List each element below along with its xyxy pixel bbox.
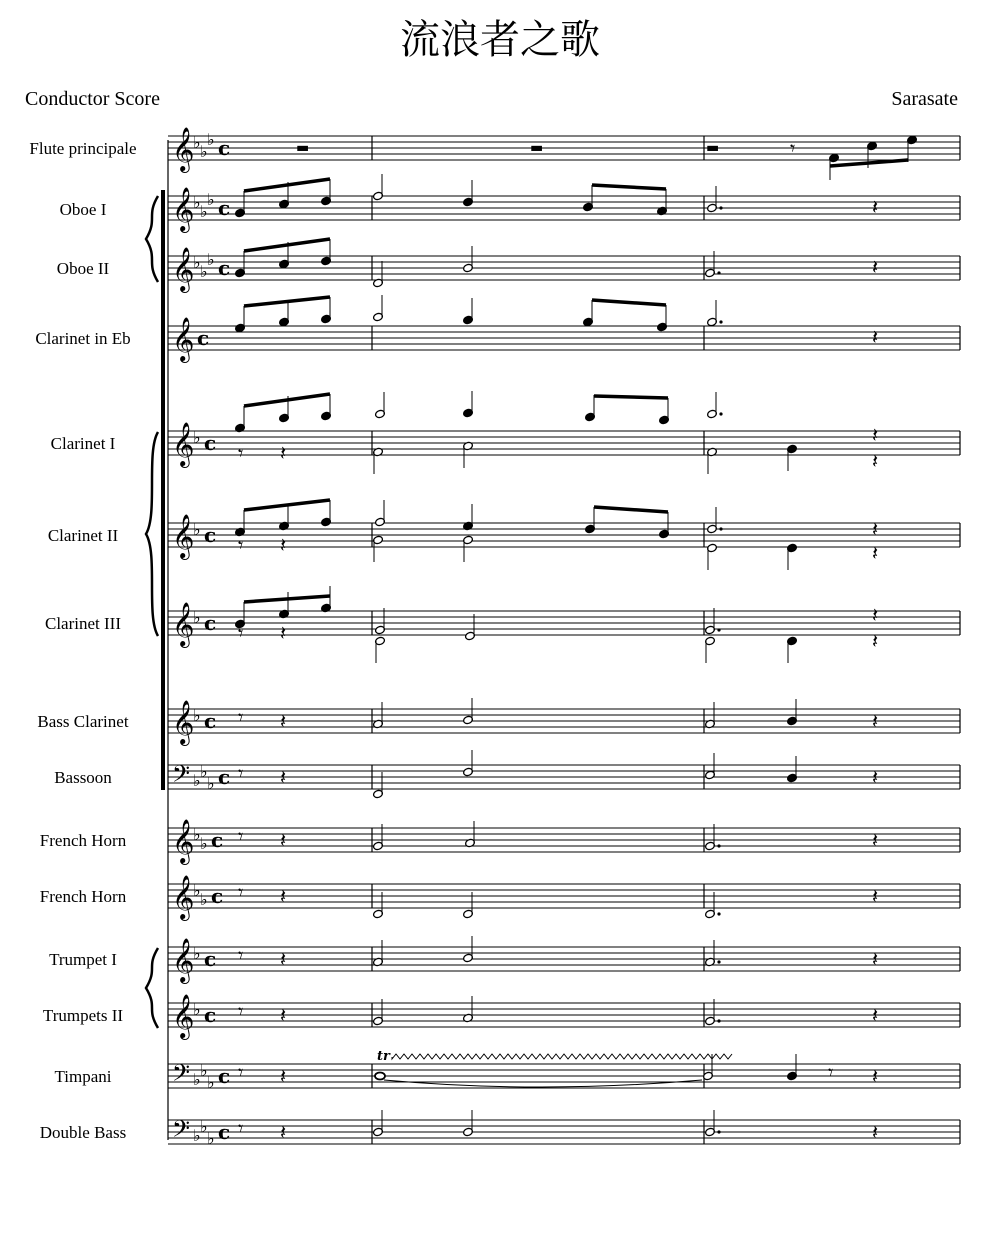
staff [168,875,960,921]
flat-icon: ♭ [200,142,208,161]
quarter-rest-icon: 𝄽 [280,621,287,645]
quarter-rest-icon: 𝄾 [238,880,244,904]
staff [168,602,960,648]
flat-icon: ♭ [193,706,201,725]
score-title: 流浪者之歌 [400,17,600,63]
treble-clef-icon: 𝄞 [172,700,195,744]
quarter-rest-icon: 𝄾 [238,1060,244,1084]
flat-icon: ♭ [207,190,215,209]
note [707,392,723,419]
time-signature: c [218,1120,231,1144]
quarter-rest-icon: 𝄽 [872,947,879,971]
note-beam [594,507,668,512]
quarter-rest-icon: 𝄽 [872,1120,879,1144]
quarter-rest-icon: 𝄽 [872,195,879,219]
instrument-label-oboe-1: Oboe I [59,200,107,219]
flat-icon: ♭ [207,1073,215,1092]
note [463,391,474,418]
quarter-rest-icon: 𝄽 [280,533,287,557]
time-signature: c [204,947,217,971]
note [659,512,670,539]
note-beam [244,394,330,406]
time-signature: c [218,1064,231,1088]
note [375,608,386,635]
quarter-rest-icon: 𝄽 [872,1064,879,1088]
instrument-label-bass-clarinet: Bass Clarinet [37,712,129,731]
note [787,1054,798,1081]
staff [168,247,960,293]
time-signature: c [204,523,217,547]
instrument-label-clarinet-1: Clarinet I [50,434,116,453]
note [463,750,474,777]
note [373,772,384,799]
note [375,636,386,663]
note [373,535,384,562]
flat-icon: ♭ [200,890,208,909]
note [465,614,476,641]
augmentation-dot [719,320,722,323]
quarter-rest-icon: 𝄽 [280,1003,287,1027]
treble-clef-icon: 𝄞 [172,602,195,646]
whole-rest-icon: ▬ [296,140,310,156]
note [583,300,594,327]
note [463,180,474,207]
quarter-rest-icon: 𝄾 [238,1116,244,1140]
staff [168,422,960,468]
augmentation-dot [719,206,722,209]
note-beam [244,596,330,602]
instrument-label-french-horn-1: French Horn [39,831,127,850]
quarter-rest-icon: 𝄾 [790,136,796,160]
note [787,699,798,726]
note [707,300,723,327]
instrument-label-bassoon: Bassoon [54,768,112,787]
note [585,395,596,422]
augmentation-dot [717,844,720,847]
quarter-rest-icon: 𝄽 [872,884,879,908]
note [373,447,384,474]
time-signature: c [218,136,231,160]
note [373,174,384,201]
quarter-rest-icon: 𝄾 [238,441,244,465]
flat-icon: ♭ [200,834,208,853]
note [707,507,723,534]
flat-icon: ♭ [193,1126,201,1145]
instrument-label-clarinet-2: Clarinet II [47,526,119,545]
trill-mark: tr [377,1049,390,1064]
oboe-brace [146,196,158,282]
note [373,1110,384,1137]
quarter-rest-icon: 𝄽 [280,884,287,908]
note-beam [594,396,668,398]
note [705,636,716,663]
note [707,447,718,474]
note [705,608,721,635]
augmentation-dot [717,271,720,274]
instrument-label-trumpet-2: Trumpets II [42,1006,124,1025]
note [707,543,718,570]
note [585,507,596,534]
flat-icon: ♭ [207,1129,215,1148]
note [321,586,332,613]
flat-icon: ♭ [193,520,201,539]
quarter-rest-icon: 𝄾 [238,533,244,557]
note [235,406,246,433]
time-signature: c [204,709,217,733]
flat-icon: ♭ [193,133,201,152]
flat-icon: ♭ [193,608,201,627]
note [705,1110,721,1137]
note [321,500,332,527]
quarter-rest-icon: 𝄽 [872,255,879,279]
note-beam [244,297,330,306]
note [321,179,332,206]
quarter-rest-icon: 𝄽 [872,828,879,852]
flat-icon: ♭ [207,250,215,269]
bass-clef-icon: 𝄢 [172,1059,191,1092]
note [707,186,723,213]
treble-clef-icon: 𝄞 [172,127,195,171]
augmentation-dot [717,912,720,915]
note [463,246,474,273]
flat-icon: ♭ [193,944,201,963]
augmentation-dot [717,1130,720,1133]
note-beam [244,179,330,191]
flat-icon: ♭ [207,130,215,149]
whole-rest-icon: ▬ [530,140,544,156]
treble-clef-icon: 𝄞 [172,317,195,361]
note [279,592,290,619]
note [321,239,332,266]
instrument-label-timpani: Timpani [54,1067,112,1086]
time-signature: c [218,256,231,280]
instrument-label-french-horn-2: French Horn [39,887,127,906]
staff [168,1115,960,1148]
augmentation-dot [717,960,720,963]
quarter-rest-icon: 𝄽 [872,423,879,447]
note [235,191,246,218]
quarter-rest-icon: 𝄾 [238,761,244,785]
treble-clef-icon: 𝄞 [172,422,195,466]
note [787,636,798,663]
note [463,298,474,325]
note [705,753,716,780]
bass-clef-icon: 𝄢 [172,1115,191,1148]
augmentation-dot [717,628,720,631]
instrument-label-double-bass: Double Bass [39,1123,127,1142]
quarter-rest-icon: 𝄾 [238,621,244,645]
note [787,444,798,471]
treble-clef-icon: 𝄞 [172,247,195,291]
note [373,295,384,322]
quarter-rest-icon: 𝄽 [872,1003,879,1027]
flat-icon: ♭ [193,881,201,900]
quarter-rest-icon: 𝄽 [872,325,879,349]
note-beam [592,185,666,189]
composer-name: Sarasate [891,88,958,110]
note [787,543,798,570]
staff [168,187,960,233]
note [321,394,332,421]
flat-icon: ♭ [200,262,208,281]
whole-rest-icon: ▬ [706,140,720,156]
treble-clef-icon: 𝄞 [172,819,195,863]
time-signature: c [197,326,210,350]
augmentation-dot [719,412,722,415]
note [659,398,670,425]
augmentation-dot [717,1019,720,1022]
quarter-rest-icon: 𝄾 [238,705,244,729]
flat-icon: ♭ [200,1117,208,1136]
note [657,305,668,332]
flat-icon: ♭ [193,193,201,212]
staff [168,819,960,865]
quarter-rest-icon: 𝄽 [872,603,879,627]
augmentation-dot [719,527,722,530]
time-signature: c [218,765,231,789]
quarter-rest-icon: 𝄽 [280,441,287,465]
bass-clef-icon: 𝄢 [172,760,191,793]
quarter-rest-icon: 𝄾 [828,1060,834,1084]
note [235,251,246,278]
quarter-rest-icon: 𝄾 [238,999,244,1023]
quarter-rest-icon: 𝄽 [872,629,879,653]
woodwind-bracket [161,190,165,790]
flat-icon: ♭ [193,1070,201,1089]
time-signature: c [204,611,217,635]
trumpet-brace [146,948,158,1028]
quarter-rest-icon: 𝄽 [280,709,287,733]
clarinet-brace [146,432,158,636]
trill-wavy-line [392,1054,732,1059]
time-signature: c [211,884,224,908]
instrument-label-flute: Flute principale [29,139,137,158]
note [583,185,594,212]
note [705,251,721,278]
note [463,535,474,562]
staff [168,938,960,984]
flat-icon: ♭ [193,771,201,790]
flat-icon: ♭ [207,774,215,793]
quarter-rest-icon: 𝄽 [280,947,287,971]
treble-clef-icon: 𝄞 [172,187,195,231]
note [787,756,798,783]
score-subtitle: Conductor Score [25,88,160,110]
quarter-rest-icon: 𝄽 [280,765,287,789]
flat-icon: ♭ [200,1061,208,1080]
treble-clef-icon: 𝄞 [172,514,195,558]
flat-icon: ♭ [200,202,208,221]
quarter-rest-icon: 𝄾 [238,824,244,848]
quarter-rest-icon: 𝄽 [872,517,879,541]
flat-icon: ♭ [193,1000,201,1019]
flat-icon: ♭ [193,825,201,844]
note [463,1110,474,1137]
flat-icon: ♭ [193,253,201,272]
instrument-label-oboe-2: Oboe II [56,259,110,278]
time-signature: c [204,1003,217,1027]
note-beam [244,500,330,510]
staff [168,700,960,746]
treble-clef-icon: 𝄞 [172,994,195,1038]
note-beam [830,160,908,166]
instrument-label-clarinet-3: Clarinet III [45,614,121,633]
quarter-rest-icon: 𝄽 [280,1120,287,1144]
time-signature: c [218,196,231,220]
note [375,392,386,419]
note [463,504,474,531]
time-signature: c [204,431,217,455]
note [907,135,918,162]
flat-icon: ♭ [193,428,201,447]
note [463,698,474,725]
tie-arc [384,1080,702,1087]
instrument-label-clarinet-eb: Clarinet in Eb [35,329,131,348]
note [279,504,290,531]
staff [168,760,960,793]
note [279,300,290,327]
note [375,500,386,527]
quarter-rest-icon: 𝄽 [872,541,879,565]
note [463,936,474,963]
quarter-rest-icon: 𝄽 [872,765,879,789]
treble-clef-icon: 𝄞 [172,875,195,919]
quarter-rest-icon: 𝄽 [280,828,287,852]
quarter-rest-icon: 𝄾 [238,943,244,967]
time-signature: c [211,828,224,852]
flat-icon: ♭ [200,762,208,781]
note-beam [592,300,666,305]
quarter-rest-icon: 𝄽 [872,709,879,733]
note [321,297,332,324]
treble-clef-icon: 𝄞 [172,938,195,982]
whole-note [375,1073,385,1080]
note [235,306,246,333]
instrument-label-trumpet-1: Trumpet I [49,950,117,969]
quarter-rest-icon: 𝄽 [280,1064,287,1088]
note-beam [244,239,330,251]
staff [168,514,960,560]
quarter-rest-icon: 𝄽 [872,449,879,473]
staff [168,994,960,1040]
